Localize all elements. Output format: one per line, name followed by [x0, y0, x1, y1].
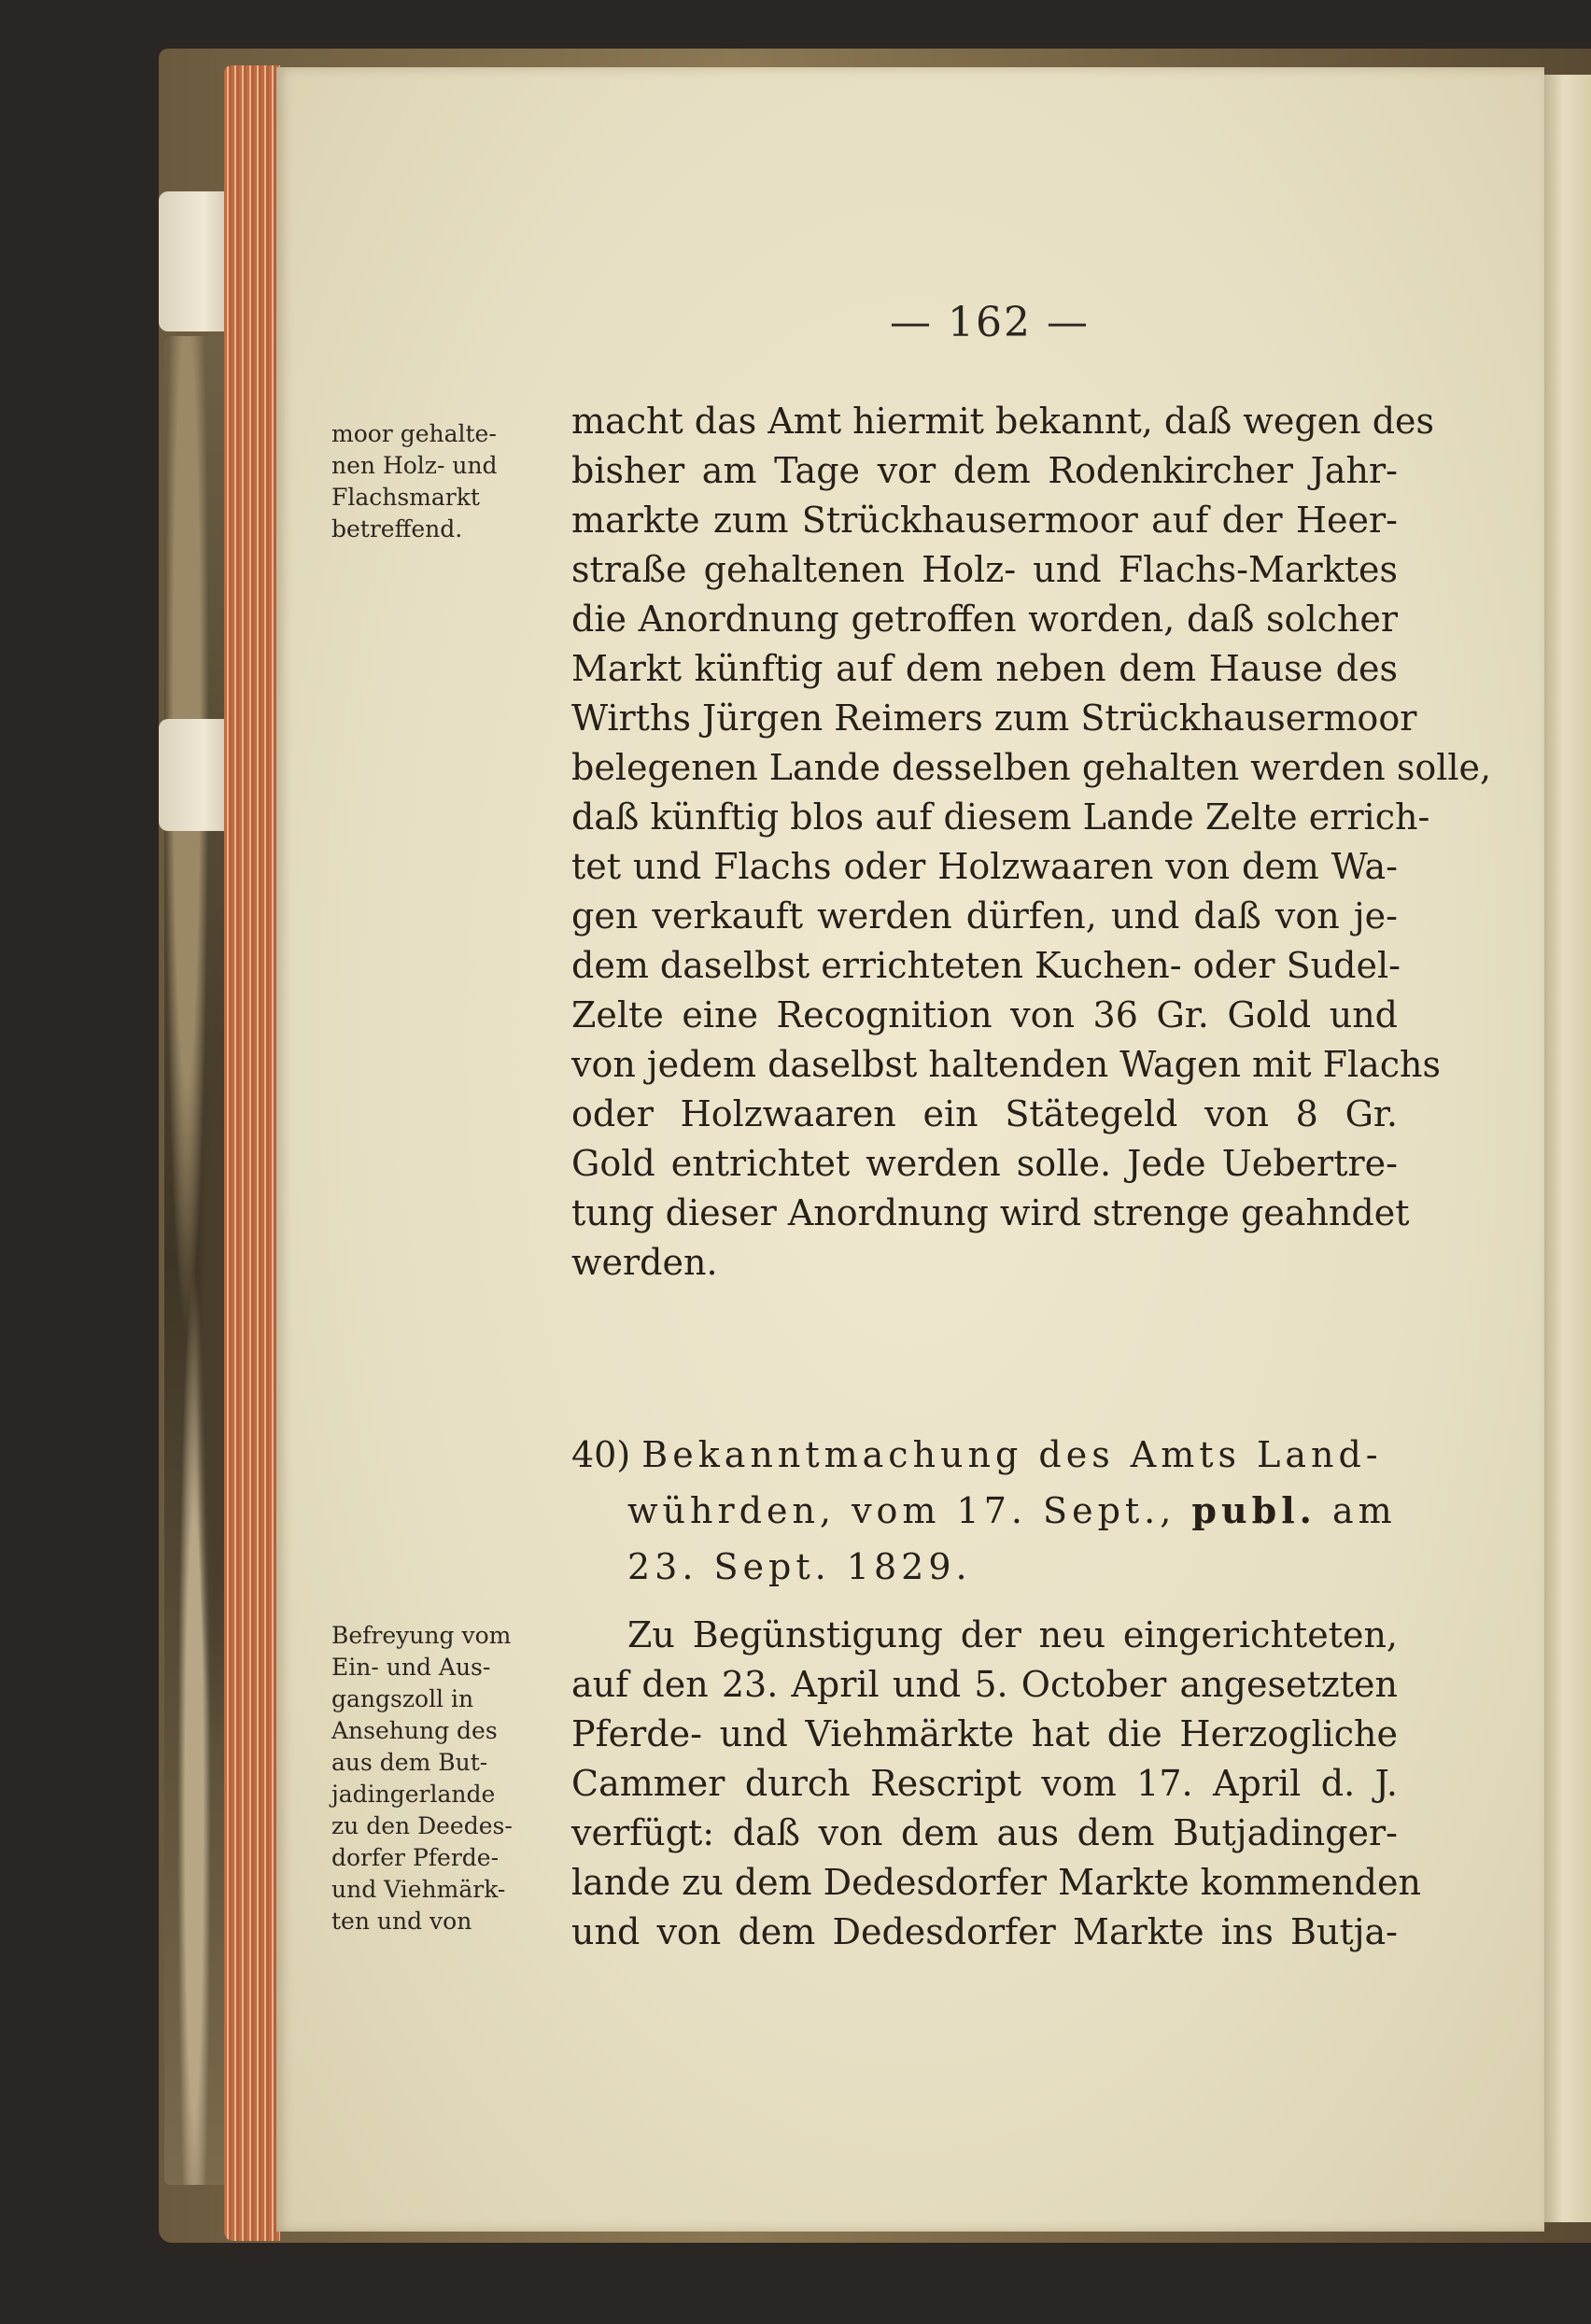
facing-page-edge — [1544, 75, 1591, 2222]
text-line: daß künftig blos auf diesem Lande Zelte errich- — [571, 796, 1430, 838]
text-line: straße gehaltenen Holz- und Flachs-Marktes — [571, 549, 1398, 590]
paragraph-1 — [571, 397, 1492, 1288]
text-line: dem daselbst errichteten Kuchen- oder Sudel- — [571, 945, 1401, 986]
text-line: Cammer durch Rescript vom 17. April d. J. — [571, 1763, 1398, 1804]
margin-note-line: Ein- und Aus- — [331, 1654, 491, 1681]
text-line: bisher am Tage vor dem Rodenkircher Jahr- — [571, 450, 1398, 491]
text-line: belegenen Lande desselben gehalten werden solle, — [571, 747, 1492, 788]
text-line: tet und Flachs oder Holzwaaren von dem Wa- — [571, 846, 1398, 887]
heading-title-2a: wührden, vom 17. Sept., — [627, 1490, 1192, 1531]
page-edges — [224, 65, 280, 2241]
margin-note-line: nen Holz- und — [331, 452, 498, 479]
section-number: 40) — [571, 1434, 631, 1475]
text-line: werden. — [571, 1242, 718, 1283]
text-line: und von dem Dedesdorfer Markte ins Butja- — [571, 1911, 1398, 1952]
text-line: tung dieser Anordnung wird strenge geahndet — [571, 1192, 1410, 1233]
paragraph-2 — [571, 1611, 1421, 1957]
margin-note-line: gangszoll in — [331, 1685, 474, 1712]
margin-note-line: Befreyung vom — [331, 1622, 512, 1649]
heading-title-2c: am — [1316, 1490, 1397, 1531]
ribbon-tab-top — [159, 191, 233, 331]
margin-note-line: moor gehalte- — [331, 420, 497, 447]
margin-note-line: und Viehmärk- — [331, 1876, 506, 1903]
heading-title-3: 23. Sept. 1829. — [627, 1546, 972, 1587]
page-number: — 162 — — [890, 299, 1090, 346]
text-line: Zelte eine Recognition von 36 Gr. Gold und — [571, 994, 1398, 1035]
text-line: Zu Begünstigung der neu eingerichteten, — [627, 1614, 1398, 1655]
ribbon-tab-middle — [159, 719, 233, 831]
margin-note-line: ten und von — [331, 1908, 472, 1935]
text-line: Gold entrichtet werden solle. Jede Uebertre- — [571, 1143, 1398, 1184]
heading-line-2 — [571, 1483, 1398, 1539]
text-line: Markt künftig auf dem neben dem Hause des — [571, 648, 1398, 689]
text-line: macht das Amt hiermit bekannt, daß wegen des — [571, 401, 1435, 442]
text-line: markte zum Strückhausermoor auf der Heer- — [571, 500, 1398, 541]
text-line: Pferde- und Viehmärkte hat die Herzogliche — [571, 1713, 1398, 1754]
text-line: gen verkauft werden dürfen, und daß von je- — [571, 895, 1398, 937]
heading-title-1: Bekanntmachung des Amts Land- — [641, 1434, 1383, 1475]
section-heading-40 — [571, 1427, 1398, 1595]
text-line: auf den 23. April und 5. October angesetzten — [571, 1664, 1398, 1705]
text-line: die Anordnung getroffen worden, daß solcher — [571, 599, 1398, 640]
margin-note-line: zu den Deedes- — [331, 1812, 513, 1839]
text-line: lande zu dem Dedesdorfer Markte kommenden — [571, 1862, 1421, 1903]
text-line: oder Holzwaaren ein Stätegeld von 8 Gr. — [571, 1093, 1398, 1134]
text-line: von jedem daselbst haltenden Wagen mit Flachs — [571, 1044, 1442, 1085]
heading-line-1 — [571, 1427, 1398, 1483]
margin-note-line: Ansehung des — [331, 1717, 498, 1744]
text-line: verfügt: daß von dem aus dem Butjadinger- — [571, 1812, 1398, 1853]
margin-note-line: Flachsmarkt — [331, 484, 480, 511]
margin-note-line: aus dem But- — [331, 1749, 488, 1776]
margin-note-line: betreffend. — [331, 515, 463, 542]
margin-note-line: dorfer Pferde- — [331, 1844, 500, 1871]
margin-note-line: jadingerlande — [331, 1781, 496, 1808]
text-line: Wirths Jürgen Reimers zum Strückhausermoor — [571, 697, 1417, 739]
heading-publ: publ. — [1191, 1489, 1316, 1531]
margin-note-2 — [331, 1620, 565, 1937]
heading-line-3 — [571, 1539, 1398, 1595]
margin-note-1 — [331, 418, 565, 545]
